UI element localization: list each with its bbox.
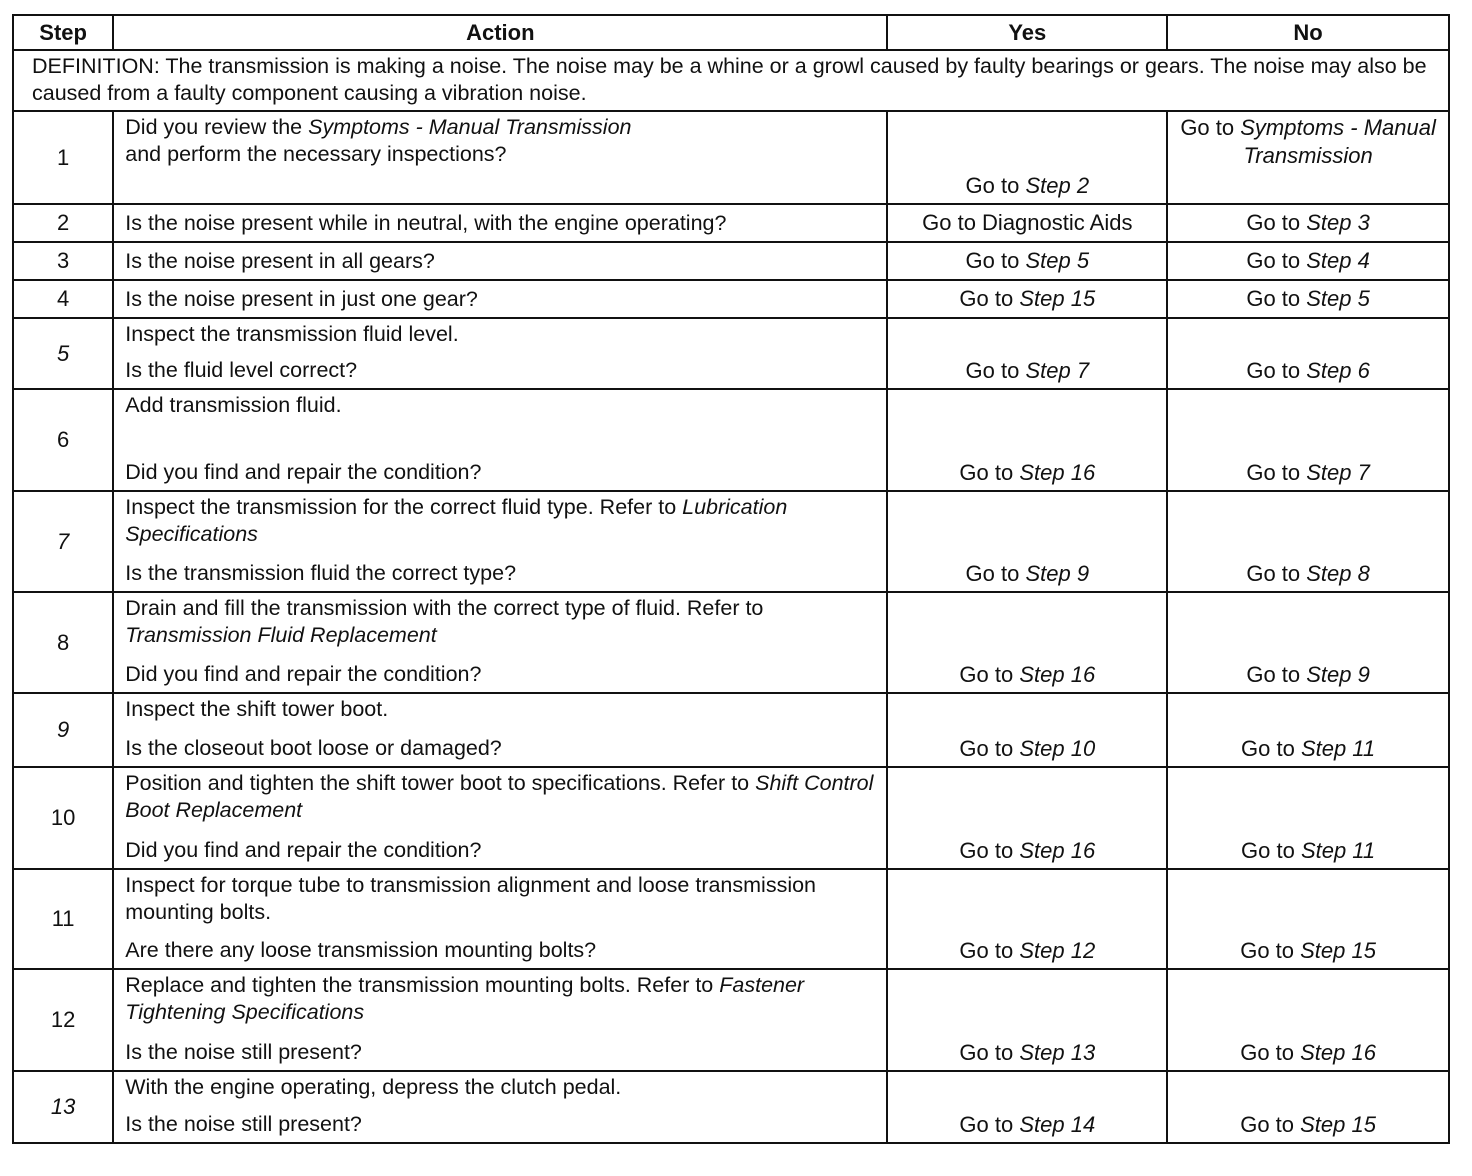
yes-target: Step 16 [1019,838,1096,863]
no-cell: Go to Symptoms - Manual Transmission [1167,111,1449,204]
action-question: Did you find and repair the condition? [125,662,482,686]
no-target: Symptoms - Manual Transmission [1240,115,1436,168]
reference-link: Fastener Tightening Specifications [125,973,805,1024]
no-cell: Go to Step 8 [1167,491,1449,592]
yes-cell: Go to Diagnostic Aids [887,204,1167,242]
definition-label: DEFINITION: [32,54,160,78]
action-instruction: Position and tighten the shift tower boot to specifications. Refer to Shift Control Boot Replacement [125,771,874,822]
yes-target: Step 2 [1025,173,1090,198]
table-row [13,767,1449,869]
yes-cell: Go to Step 16 [887,592,1167,693]
action-question: Is the noise still present? [125,1040,362,1064]
yes-target: Step 9 [1025,561,1090,586]
step-number: 8 [13,592,113,693]
no-target: Step 11 [1300,838,1376,863]
action-question: Is the closeout boot loose or damaged? [125,736,502,760]
action-instruction: Drain and fill the transmission with the correct type of fluid. Refer to Transmission Fluid Replacement [125,596,764,647]
no-target: Step 3 [1306,210,1370,235]
step-number: 11 [13,869,113,969]
yes-cell: Go to Step 9 [887,491,1167,592]
yes-target: Step 10 [1019,736,1096,761]
diagnostic-table [12,14,1450,1144]
action-cell [113,693,887,767]
table-row [13,869,1449,969]
action-instruction: Replace and tighten the transmission mounting bolts. Refer to Fastener Tightening Specifications [125,973,805,1024]
reference-link: Symptoms - Manual Transmission [308,115,632,139]
action-question: Is the noise still present? [125,1112,362,1136]
no-cell: Go to Step 11 [1167,693,1449,767]
action-cell [113,969,887,1071]
definition-row [13,50,1449,111]
yes-cell: Go to Step 16 [887,767,1167,869]
action-cell [113,111,887,204]
no-target: Step 11 [1300,736,1376,761]
yes-target: Step 16 [1019,662,1096,687]
action-instruction: Inspect the shift tower boot. [125,697,389,721]
reference-link: Transmission Fluid Replacement [125,623,437,647]
action-cell [113,280,887,318]
step-number: 4 [13,280,113,318]
no-cell: Go to Step 4 [1167,242,1449,280]
no-cell: Go to Step 15 [1167,869,1449,969]
no-target: Step 4 [1306,248,1370,273]
header-yes: Yes [887,15,1167,50]
action-cell [113,204,887,242]
yes-cell: Go to Step 2 [887,111,1167,204]
definition-text: The transmission is making a noise. The noise may be a whine or a growl caused by faulty bearings or gears. The noise may also be caused from a faulty component causing a vibration noise. [32,54,1427,105]
step-number: 2 [13,204,113,242]
step-number: 5 [13,318,113,389]
step-number: 7 [13,491,113,592]
action-question: Is the noise present in just one gear? [125,286,478,311]
table-row [13,242,1449,280]
table-row [13,693,1449,767]
action-cell [113,389,887,491]
yes-cell: Go to Step 16 [887,389,1167,491]
action-question: Did you find and repair the condition? [125,460,482,484]
action-question: Is the noise present in all gears? [125,248,435,273]
yes-cell: Go to Step 12 [887,869,1167,969]
no-cell: Go to Step 9 [1167,592,1449,693]
action-question: and perform the necessary inspections? [125,142,507,166]
no-target: Step 8 [1306,561,1370,586]
step-number: 1 [13,111,113,204]
step-number: 9 [13,693,113,767]
action-cell [113,592,887,693]
yes-target: Step 16 [1019,460,1096,485]
no-target: Step 5 [1306,286,1370,311]
no-cell: Go to Step 7 [1167,389,1449,491]
header-row [13,15,1449,50]
yes-cell: Go to Step 5 [887,242,1167,280]
yes-target: Step 7 [1025,358,1090,383]
no-cell: Go to Step 11 [1167,767,1449,869]
no-target: Step 16 [1300,1040,1376,1065]
no-target: Step 9 [1306,662,1370,687]
table-row [13,111,1449,204]
table-row [13,592,1449,693]
table-row [13,318,1449,389]
action-question: Is the fluid level correct? [125,358,358,382]
table-row [13,1071,1449,1143]
action-question: Did you find and repair the condition? [125,838,482,862]
yes-target: Step 13 [1019,1040,1096,1065]
yes-cell: Go to Step 15 [887,280,1167,318]
table-row [13,280,1449,318]
action-cell [113,318,887,389]
header-step: Step [13,15,113,50]
no-target: Step 6 [1306,358,1370,383]
step-number: 10 [13,767,113,869]
reference-link: Lubrication Specifications [125,495,788,546]
no-cell: Go to Step 6 [1167,318,1449,389]
action-question: Are there any loose transmission mounting bolts? [125,938,597,962]
no-cell: Go to Step 5 [1167,280,1449,318]
action-instruction: Inspect the transmission for the correct fluid type. Refer to Lubrication Specifications [125,495,788,546]
action-instruction: Inspect the transmission fluid level. [125,322,459,346]
action-cell [113,242,887,280]
step-number: 3 [13,242,113,280]
step-number: 6 [13,389,113,491]
header-action: Action [113,15,887,50]
step-number: 12 [13,969,113,1071]
yes-cell: Go to Step 7 [887,318,1167,389]
no-target: Step 7 [1306,460,1370,485]
action-instruction: Did you review the Symptoms - Manual Transmission [125,115,632,139]
definition-cell [13,50,1449,111]
action-question: Is the transmission fluid the correct type? [125,561,517,585]
no-cell: Go to Step 15 [1167,1071,1449,1143]
yes-target: Step 15 [1019,286,1096,311]
no-target: Step 15 [1300,1112,1376,1137]
action-cell [113,491,887,592]
action-instruction: Add transmission fluid. [125,393,342,417]
header-no: No [1167,15,1449,50]
table-row [13,204,1449,242]
action-cell [113,869,887,969]
yes-target: Step 5 [1025,248,1090,273]
action-question: Is the noise present while in neutral, with the engine operating? [125,210,727,235]
action-cell [113,767,887,869]
no-cell: Go to Step 3 [1167,204,1449,242]
table-row [13,969,1449,1071]
yes-cell: Go to Step 10 [887,693,1167,767]
yes-cell: Go to Step 14 [887,1071,1167,1143]
action-instruction: With the engine operating, depress the clutch pedal. [125,1075,622,1099]
table-row [13,491,1449,592]
action-cell [113,1071,887,1143]
no-cell: Go to Step 16 [1167,969,1449,1071]
no-target: Step 15 [1300,938,1376,963]
action-instruction: Inspect for torque tube to transmission alignment and loose transmission mounting bolts. [125,873,817,924]
yes-target: Step 12 [1019,938,1096,963]
yes-target: Step 14 [1019,1112,1096,1137]
reference-link: Shift Control Boot Replacement [125,771,874,822]
step-number: 13 [13,1071,113,1143]
table-row [13,389,1449,491]
yes-cell: Go to Step 13 [887,969,1167,1071]
